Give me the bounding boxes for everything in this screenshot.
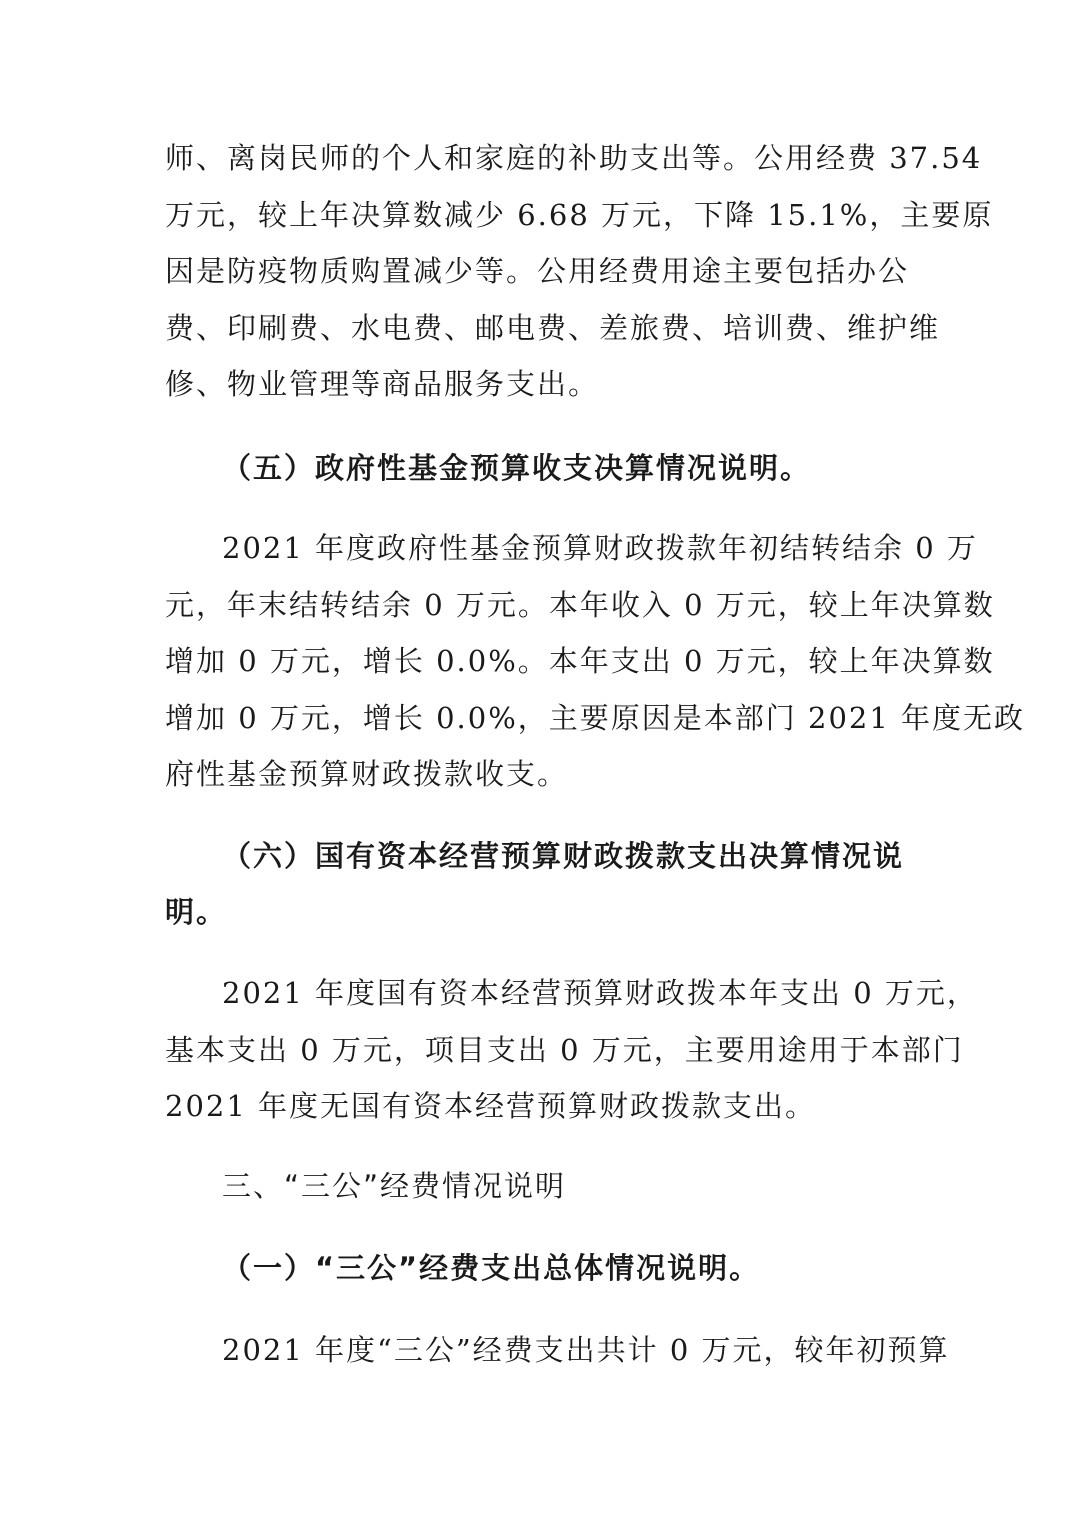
- paragraph-line: 2021 年度国有资本经营预算财政拨本年支出 0 万元，: [222, 976, 978, 1010]
- part-heading-3: 三、“三公”经费情况说明: [222, 1169, 567, 1203]
- section-heading-6-cont: 明。: [165, 895, 228, 929]
- paragraph-line: 因是防疫物质购置减少等。公用经费用途主要包括办公: [165, 254, 910, 288]
- paragraph-line: 增加 0 万元，增长 0.0%。本年支出 0 万元，较上年决算数: [165, 644, 995, 678]
- section-heading-6: （六）国有资本经营预算财政拨款支出决算情况说: [222, 839, 905, 873]
- paragraph-line: 基本支出 0 万元，项目支出 0 万元，主要用途用于本部门: [165, 1033, 964, 1067]
- paragraph-line: 修、物业管理等商品服务支出。: [165, 367, 600, 401]
- paragraph-line: 府性基金预算财政拨款收支。: [165, 757, 569, 791]
- paragraph-line: 增加 0 万元，增长 0.0%，主要原因是本部门 2021 年度无政: [165, 701, 1026, 735]
- paragraph-line: 2021 年度“三公”经费支出共计 0 万元，较年初预算: [222, 1333, 950, 1367]
- section-heading-3-1: （一）“三公”经费支出总体情况说明。: [222, 1251, 761, 1285]
- paragraph-line: 2021 年度政府性基金预算财政拨款年初结转结余 0 万: [222, 531, 978, 565]
- paragraph-line: 万元，较上年决算数减少 6.68 万元，下降 15.1%，主要原: [165, 198, 994, 232]
- paragraph-line: 师、离岗民师的个人和家庭的补助支出等。公用经费 37.54: [165, 141, 983, 175]
- paragraph-line: 元，年末结转结余 0 万元。本年收入 0 万元，较上年决算数: [165, 588, 995, 622]
- paragraph-line: 费、印刷费、水电费、邮电费、差旅费、培训费、维护维: [165, 311, 941, 345]
- section-heading-5: （五）政府性基金预算收支决算情况说明。: [222, 451, 812, 485]
- paragraph-line: 2021 年度无国有资本经营预算财政拨款支出。: [165, 1089, 817, 1123]
